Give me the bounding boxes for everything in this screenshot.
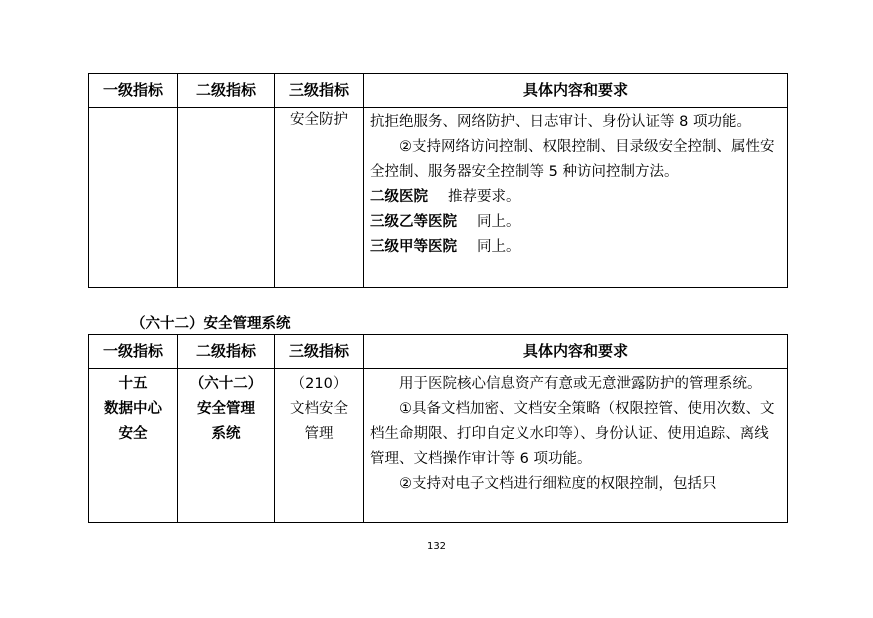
header-level3: 三级指标 bbox=[275, 335, 364, 369]
header-level3: 三级指标 bbox=[275, 74, 364, 108]
table-header-row bbox=[89, 74, 788, 108]
level3-line: （210） bbox=[290, 376, 348, 392]
level3-line: 管理 bbox=[304, 426, 334, 442]
table-header-row bbox=[89, 335, 788, 369]
table-row bbox=[89, 369, 788, 523]
level-label: 二级医院 bbox=[370, 189, 428, 205]
requirements-table-continued bbox=[88, 73, 788, 288]
content-paragraph: 用于医院核心信息资产有意或无意泄露防护的管理系统。 bbox=[399, 376, 762, 392]
level2-line: 安全管理 bbox=[197, 401, 255, 417]
header-content: 具体内容和要求 bbox=[364, 74, 788, 108]
header-level2: 二级指标 bbox=[178, 335, 275, 369]
table-row bbox=[89, 108, 788, 288]
content-line: 抗拒绝服务、网络防护、日志审计、身份认证等 8 项功能。 bbox=[370, 114, 751, 130]
header-level1: 一级指标 bbox=[89, 74, 178, 108]
header-level2: 二级指标 bbox=[178, 74, 275, 108]
page-number: 132 bbox=[426, 541, 447, 552]
level3-line: 文档安全 bbox=[290, 401, 348, 417]
level2-line: 系统 bbox=[211, 426, 241, 442]
content-paragraph: ②支持对电子文档进行细粒度的权限控制，包括只 bbox=[399, 476, 717, 492]
cell-content bbox=[364, 369, 788, 523]
cell-level1-empty bbox=[89, 108, 178, 288]
level-text: 同上。 bbox=[477, 214, 521, 230]
cell-content bbox=[364, 108, 788, 288]
level1-line: 安全 bbox=[118, 426, 148, 442]
section-title: （六十二）安全管理系统 bbox=[131, 316, 291, 332]
level-requirement bbox=[370, 185, 783, 210]
header-level1: 一级指标 bbox=[89, 335, 178, 369]
header-content: 具体内容和要求 bbox=[364, 335, 788, 369]
cell-level2-empty bbox=[178, 108, 275, 288]
level-requirement bbox=[370, 210, 783, 235]
level1-line: 十五 bbox=[118, 376, 148, 392]
content-paragraph: ①具备文档加密、文档安全策略（权限控管、使用次数、文档生命期限、打印自定义水印等）、身份认证、使用追踪、离线管理、文档操作审计等 6 项功能。 bbox=[370, 401, 775, 467]
content-line: ②支持网络访问控制、权限控制、目录级安全控制、属性安全控制、服务器安全控制等 5 种访问控制方法。 bbox=[370, 139, 775, 180]
level-text: 同上。 bbox=[477, 239, 521, 255]
level-text: 推荐要求。 bbox=[448, 189, 521, 205]
level-label: 三级乙等医院 bbox=[370, 214, 457, 230]
level-label: 三级甲等医院 bbox=[370, 239, 457, 255]
level-requirement bbox=[370, 235, 783, 260]
level1-line: 数据中心 bbox=[104, 401, 162, 417]
cell-level3 bbox=[275, 369, 364, 523]
cell-level1 bbox=[89, 369, 178, 523]
cell-level3: 安全防护 bbox=[275, 108, 364, 288]
requirements-table bbox=[88, 334, 788, 523]
cell-level2 bbox=[178, 369, 275, 523]
level2-line: （六十二） bbox=[189, 376, 263, 392]
